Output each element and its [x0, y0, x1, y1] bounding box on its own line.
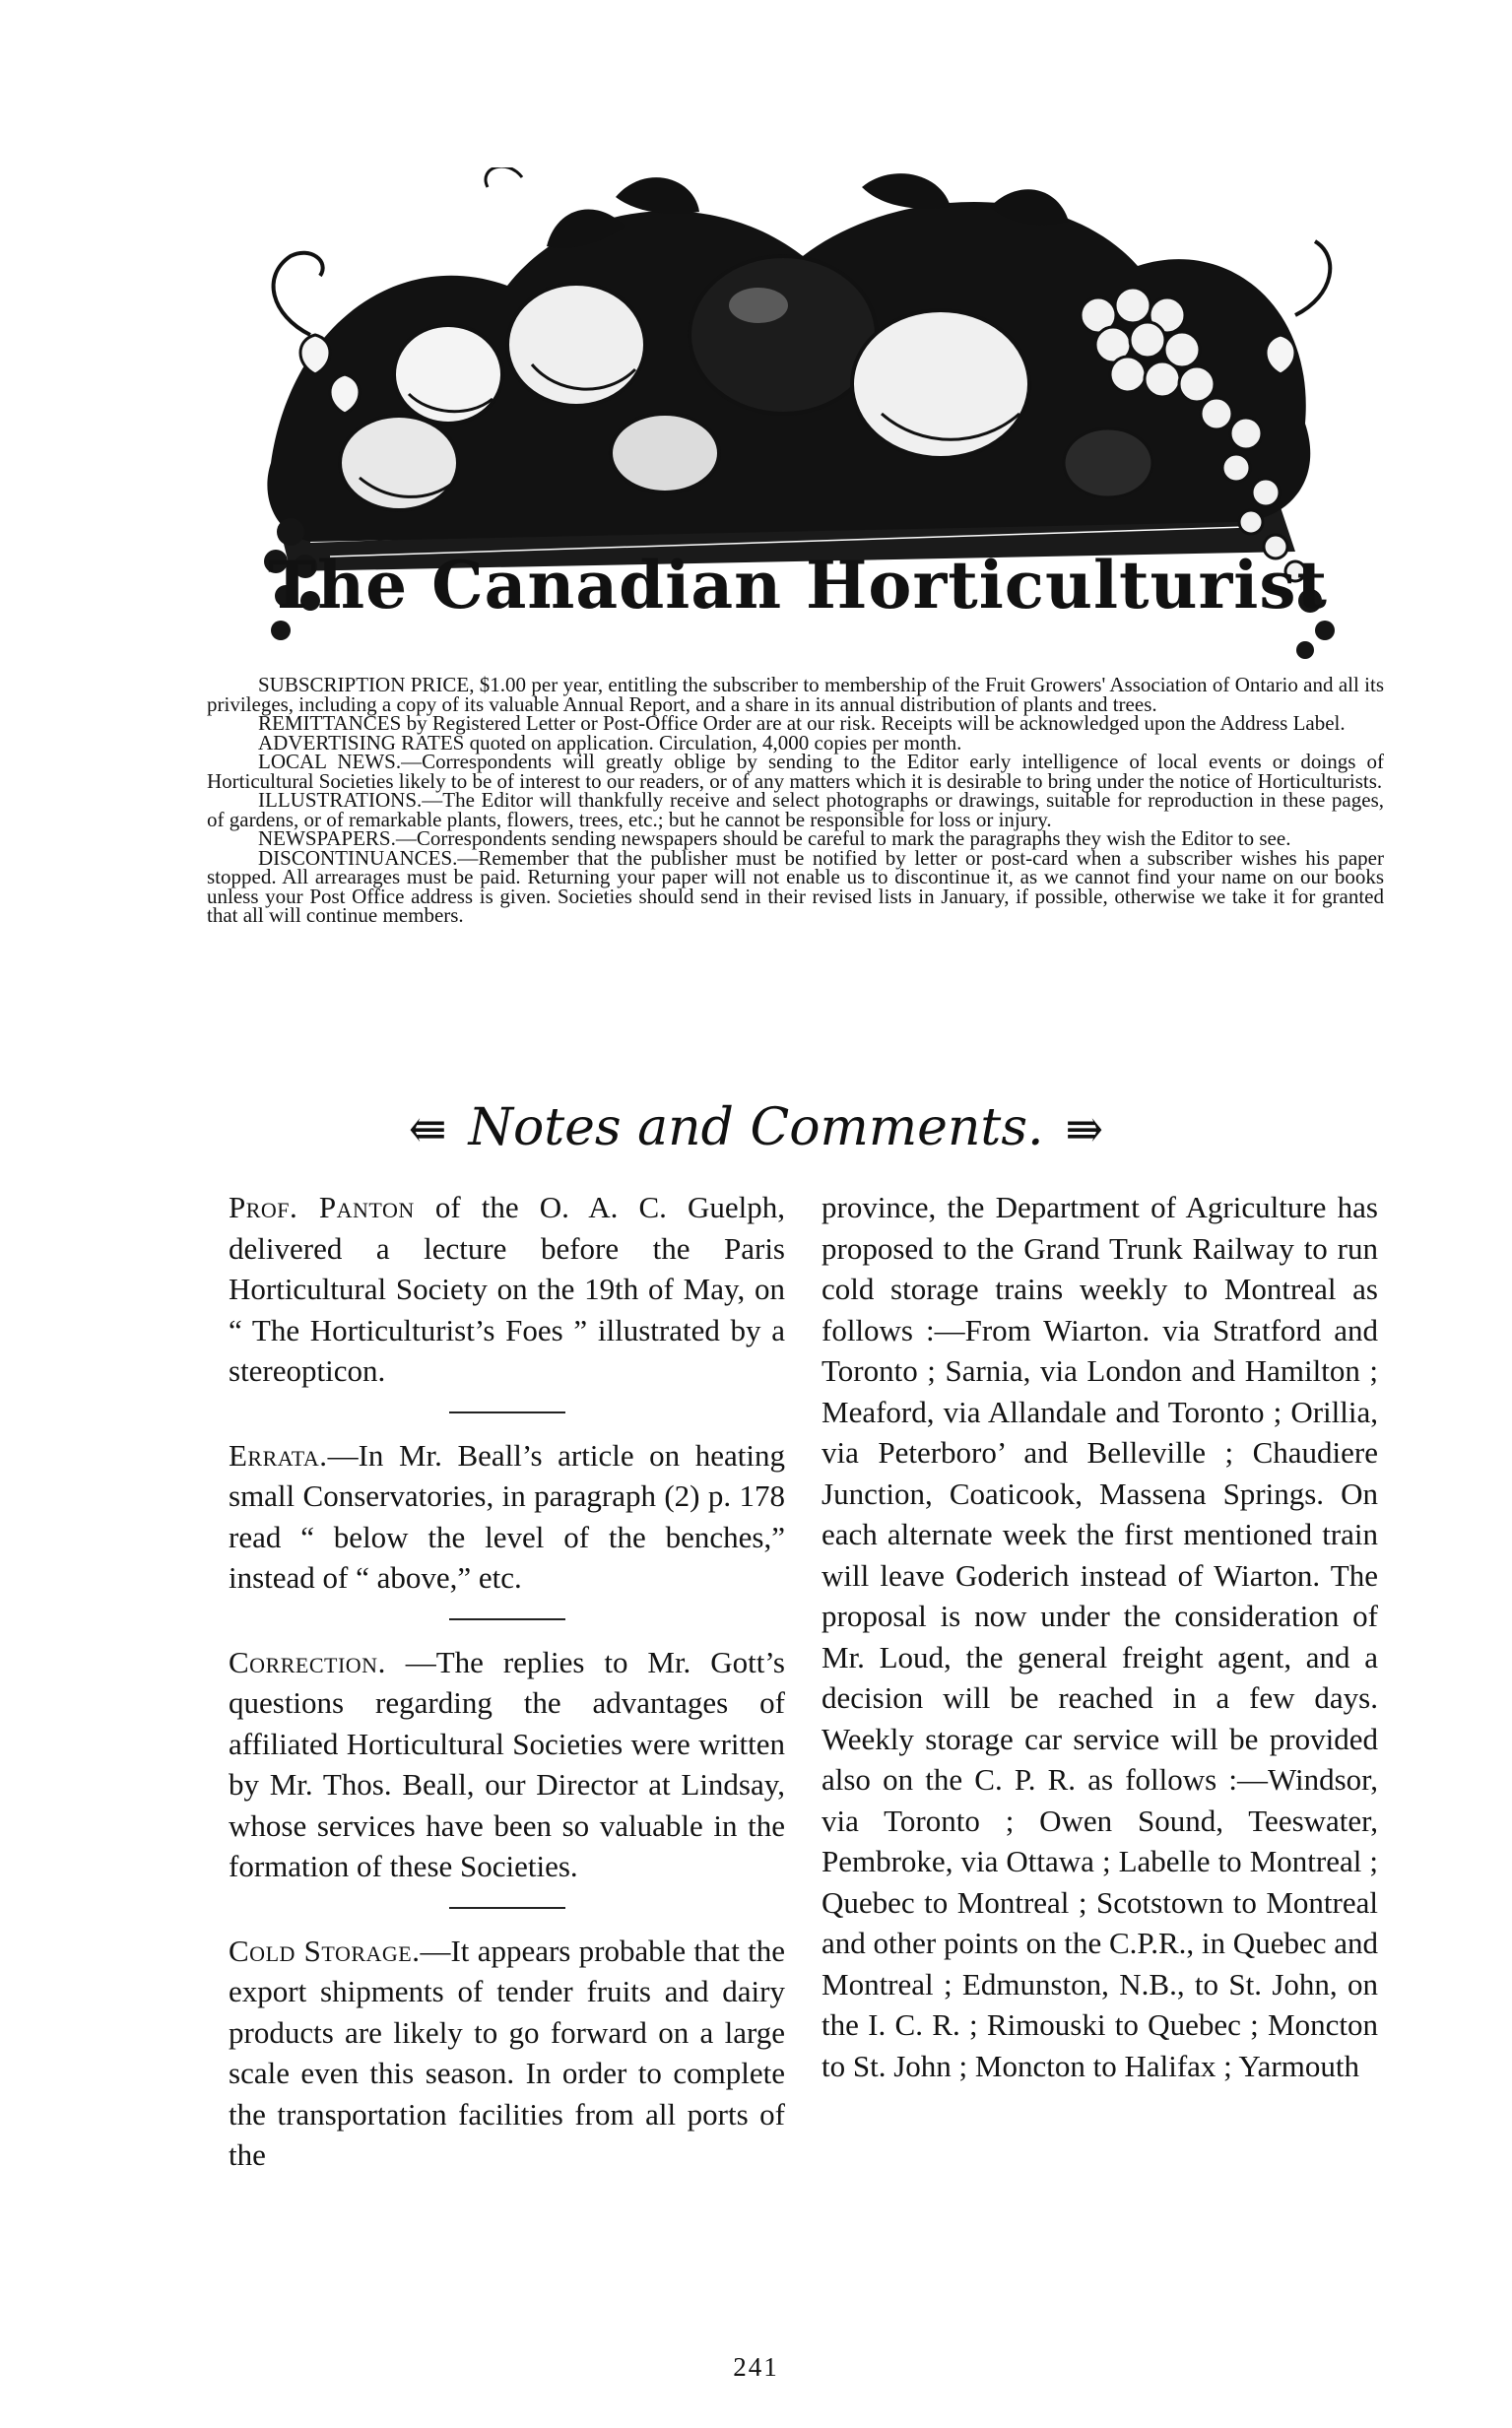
notice-local-news: LOCAL NEWS.—Correspondents will greatly oblige by sending to the Editor early intelligence of local events or doings of Horticultural Societies likely to be of interest to our readers, or of any matters which it is desirable to bring under the notice of Horticulturists.: [207, 750, 1384, 793]
divider: [449, 1618, 565, 1620]
notice-illustrations: ILLUSTRATIONS.—The Editor will thankfully receive and select photographs or drawings, suitable for reproduction in these pages, of gardens, or of remarkable plants, flowers, trees, etc.; but he cannot be responsible for loss or injury.: [207, 788, 1384, 831]
item-lead: Prof. Panton: [229, 1190, 415, 1224]
item-body: —In Mr. Beall’s article on heating small Conservatories, in paragraph (2) p. 178 read “ below the level of the benches,” instead of “ above,” etc.: [229, 1437, 785, 1595]
notice-discontinuances: DISCONTINUANCES.—Remember that the publisher must be notified by letter or post-card when a subscriber wishes his paper stopped. All arrearages must be paid. Returning your paper will not enable us to discontinue it, as we cannot find your name on our books unless your Post Office address is given. Societies should send in their revised lists in January, if possible, otherwise we take it for granted that all will continue members.: [207, 845, 1384, 927]
notice-subscription-price: SUBSCRIPTION PRICE, $1.00 per year, entitling the subscriber to membership of the Fruit Growers' Association of Ontario and all its privileges, including a copy of its valuable Annual Report, and a share in its annual distribution of plants and trees.: [207, 673, 1384, 716]
divider: [449, 1411, 565, 1413]
section-heading: [0, 1098, 1512, 1157]
subscription-notice: [207, 673, 1384, 927]
section-title: Notes and Comments.: [468, 1098, 1044, 1157]
divider: [449, 1907, 565, 1909]
item-prof-panton: [229, 1187, 785, 1392]
masthead-title: The Canadian Horticulturist: [268, 547, 1328, 623]
item-body: —The replies to Mr. Gott’s questions regarding the advantages of affiliated Horticultural Societies were written by Mr. Thos. Beall, our Director at Lindsay, whose services have been so valuable in the formation of these Societies.: [229, 1644, 785, 1883]
notice-remittances: REMITTANCES by Registered Letter or Post-Office Order are at our risk. Receipts will be acknowledged upon the Address Label.: [258, 711, 1346, 735]
masthead: [251, 167, 1345, 670]
ornament-right-icon: ⇛: [1065, 1102, 1104, 1155]
ornament-left-icon: ⇚: [408, 1102, 447, 1155]
left-column: [229, 1187, 785, 2176]
page-number: 241: [733, 2352, 779, 2382]
item-errata: [229, 1435, 785, 1599]
notice-advertising-rates: ADVERTISING RATES quoted on application. Circulation, 4,000 copies per month.: [258, 730, 962, 755]
cold-storage-continued: province, the Department of Agriculture has proposed to the Grand Trunk Railway to run cold storage trains weekly to Montreal as follows :—From Wiarton. via Stratford and Toronto ; Sarnia, via London and Hamilton ; Meaford, via Allandale and Toronto ; Orillia, via Peterboro’ and Belleville ; Chaudiere Junction, Coaticook, Massena Springs. On each alternate week the first mentioned train will leave Goderich instead of Wiarton. The proposal is now under the consideration of Mr. Loud, the general freight agent, and a decision will be reached in a few days. Weekly storage car service will be provided also on the C. P. R. as follows :—Windsor, via Toronto ; Owen Sound, Teeswater, Pembroke, via Ottawa ; Labelle to Montreal ; Quebec to Montreal ; Scotstown to Montreal and other points on the C.P.R., in Quebec and Montreal ; Edmunston, N.B., to St. John, on the I. C. R. ; Rimouski to Quebec ; Moncton to St. John ; Moncton to Halifax ; Yarmouth: [822, 1190, 1378, 2083]
item-lead: Correction.: [229, 1644, 386, 1679]
item-cold-storage: [229, 1931, 785, 2176]
item-body: —It appears probable that the export shipments of tender fruits and dairy products are likely to go forward on a large scale even this season. In order to complete the transportation facilities from all ports of the: [229, 1933, 785, 2172]
item-lead: Cold Storage.: [229, 1933, 421, 1968]
item-correction: [229, 1642, 785, 1887]
right-column: [822, 1187, 1378, 2086]
item-lead: Errata.: [229, 1437, 328, 1473]
item-body: of the O. A. C. Guelph, delivered a lecture before the Paris Horticultural Society on the 19th of May, on “ The Horticulturist’s Foes ” illustrated by a stereopticon.: [229, 1190, 785, 1388]
notice-newspapers: NEWSPAPERS.—Correspondents sending newspapers should be careful to mark the paragraphs they wish the Editor to see.: [258, 826, 1291, 850]
